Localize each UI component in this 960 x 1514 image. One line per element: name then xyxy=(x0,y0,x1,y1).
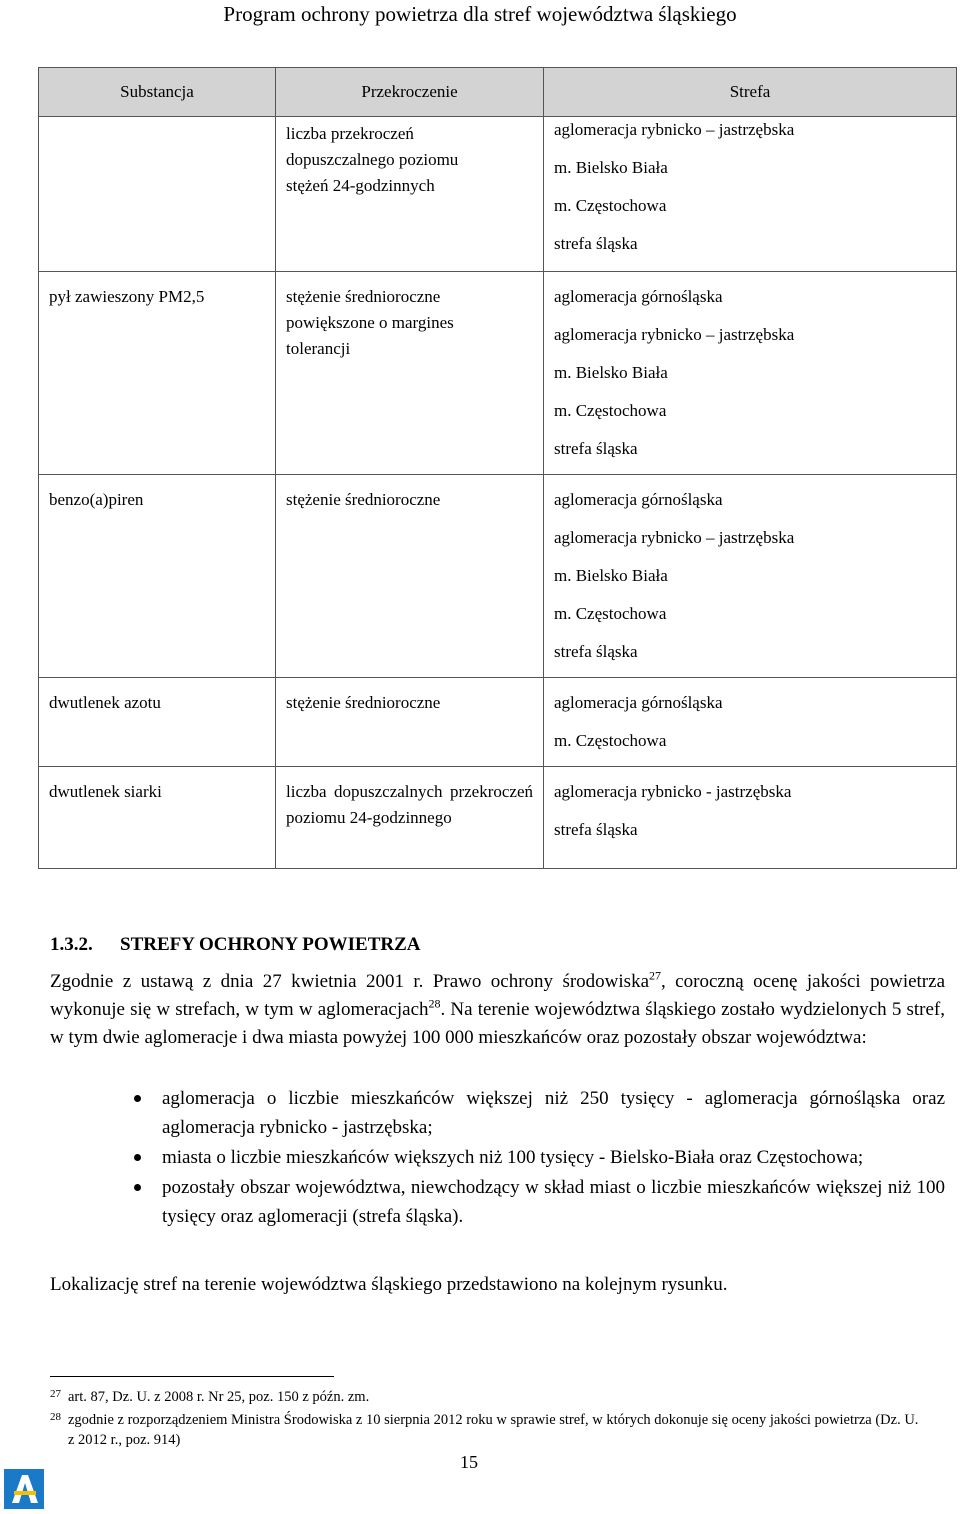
substance-cell xyxy=(39,117,276,272)
zone-item: strefa śląska xyxy=(554,439,638,458)
table-row xyxy=(39,475,957,678)
zone-item: m. Bielsko Biała xyxy=(554,158,668,177)
zone-item: aglomeracja rybnicko - jastrzębska xyxy=(554,782,792,801)
zone-item: m. Częstochowa xyxy=(554,196,667,215)
section-number: 1.3.2. xyxy=(50,934,93,955)
column-header-exceedance: Przekroczenie xyxy=(276,68,544,117)
exceedance-cell: stężenie średnioroczne xyxy=(276,678,544,767)
footnote xyxy=(50,1410,927,1450)
bullet-icon xyxy=(134,1184,141,1191)
list-item: pozostały obszar województwa, niewchodzący w skład miast o liczbie mieszkańców większej niż 100 tysięcy oraz aglomeracji (strefa śląska). xyxy=(50,1173,945,1231)
table-row xyxy=(39,678,957,767)
zone-item: aglomeracja górnośląska xyxy=(554,490,723,509)
zones-list xyxy=(50,1084,945,1232)
section-heading xyxy=(50,934,421,956)
zone-cell xyxy=(544,117,957,272)
zone-item: aglomeracja rybnicko – jastrzębska xyxy=(554,120,795,139)
zone-item: aglomeracja rybnicko – jastrzębska xyxy=(554,528,795,547)
substance-cell: dwutlenek siarki xyxy=(39,767,276,869)
zone-item: strefa śląska xyxy=(554,820,638,839)
footnote-text: zgodnie z rozporządzeniem Ministra Środowiska z 10 sierpnia 2012 roku w sprawie stref, w których dokonuje się oceny jakości powietrza (Dz. U. z 2012 r., poz. 914) xyxy=(68,1412,919,1448)
footnote-number: 28 xyxy=(50,1411,61,1423)
exceedance-table xyxy=(38,67,957,869)
zone-item: m. Bielsko Biała xyxy=(554,566,668,585)
zone-cell xyxy=(544,678,957,767)
substance-cell: pył zawieszony PM2,5 xyxy=(39,272,276,475)
zone-item: m. Częstochowa xyxy=(554,731,667,750)
column-header-substance: Substancja xyxy=(39,68,276,117)
table-row xyxy=(39,272,957,475)
substance-cell: benzo(a)piren xyxy=(39,475,276,678)
intro-text: . Na terenie województwa śląskiego zostało wydzielonych 5 stref, w tym dwie aglomeracje i dwa miasta powyżej 100 000 mieszkańców oraz pozostały obszar województwa: xyxy=(50,999,945,1048)
footnote-ref[interactable]: 27 xyxy=(649,968,662,983)
zone-item: m. Bielsko Biała xyxy=(554,363,668,382)
zone-cell xyxy=(544,475,957,678)
zone-item: m. Częstochowa xyxy=(554,604,667,623)
intro-text: , coroczną ocenę jakości powietrza wykonuje się w strefach, w tym w aglomeracjach xyxy=(50,971,945,1020)
column-header-zone: Strefa xyxy=(544,68,957,117)
exceedance-cell: stężenie średnioroczne xyxy=(276,475,544,678)
table-row xyxy=(39,117,957,272)
zone-cell xyxy=(544,767,957,869)
zone-item: aglomeracja rybnicko – jastrzębska xyxy=(554,325,795,344)
exceedance-cell: stężenie średnioroczne powiększone o margines tolerancji xyxy=(276,272,544,475)
page-number: 15 xyxy=(460,1452,478,1472)
footnote xyxy=(50,1387,945,1407)
zone-item: strefa śląska xyxy=(554,642,638,661)
zone-item: aglomeracja górnośląska xyxy=(554,287,723,306)
footnote-text: art. 87, Dz. U. z 2008 r. Nr 25, poz. 150 z późn. zm. xyxy=(68,1389,370,1405)
exceedance-cell: liczba dopuszczalnych przekroczeń poziomu 24-godzinnego xyxy=(276,767,544,869)
section-title: STREFY OCHRONY POWIETRZA xyxy=(120,934,421,955)
intro-text: Zgodnie z ustawą z dnia 27 kwietnia 2001 r. Prawo ochrony środowiska xyxy=(50,971,650,992)
zone-item: aglomeracja górnośląska xyxy=(554,693,723,712)
table-header-row xyxy=(39,68,957,117)
exceedance-cell: liczba przekroczeń dopuszczalnego poziomu stężeń 24-godzinnych xyxy=(276,117,544,272)
list-item: aglomeracja o liczbie mieszkańców większej niż 250 tysięcy - aglomeracja górnośląska oraz aglomeracja rybnicko - jastrzębska; xyxy=(50,1084,945,1142)
closing-paragraph: Lokalizację stref na terenie województwa śląskiego przedstawiono na kolejnym rysunku. xyxy=(50,1274,728,1295)
zone-cell xyxy=(544,272,957,475)
footnote-divider xyxy=(50,1376,334,1377)
zone-item: strefa śląska xyxy=(554,234,638,253)
list-item: miasta o liczbie mieszkańców większych niż 100 tysięcy - Bielsko-Biała oraz Częstochowa; xyxy=(50,1143,945,1172)
zone-item: m. Częstochowa xyxy=(554,401,667,420)
table-row xyxy=(39,767,957,869)
footnote-number: 27 xyxy=(50,1388,61,1400)
footnote-ref[interactable]: 28 xyxy=(428,996,441,1011)
bullet-icon xyxy=(134,1095,141,1102)
bullet-icon xyxy=(134,1154,141,1161)
page-header: Program ochrony powietrza dla stref województwa śląskiego xyxy=(223,2,737,26)
substance-cell: dwutlenek azotu xyxy=(39,678,276,767)
logo-icon xyxy=(4,1469,44,1509)
intro-paragraph xyxy=(50,968,945,1052)
